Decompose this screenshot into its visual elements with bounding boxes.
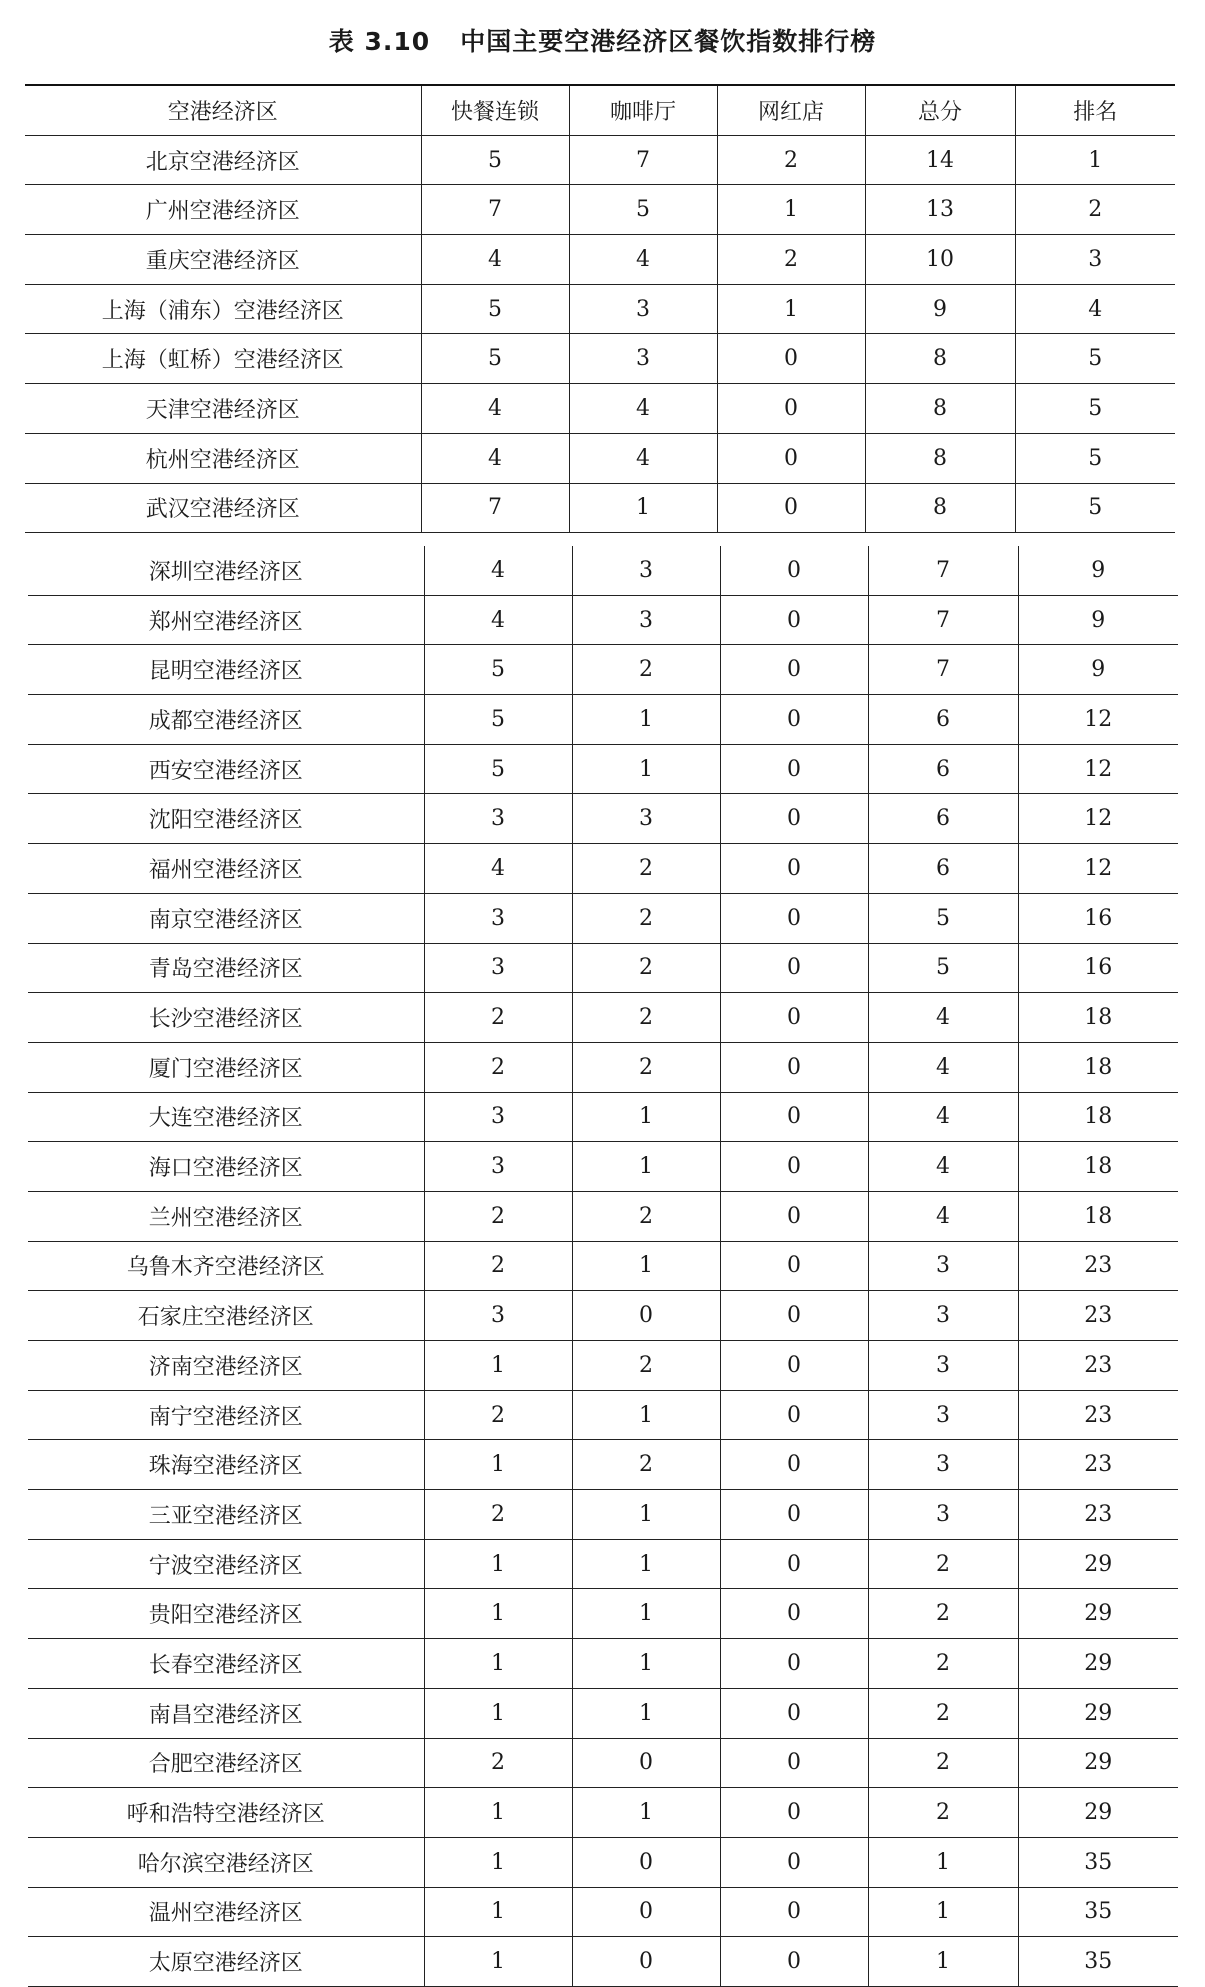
total-score: 3 — [868, 1390, 1018, 1440]
zone-name: 杭州空港经济区 — [25, 433, 421, 483]
fast-food-count: 1 — [424, 1639, 572, 1689]
zone-name: 南宁空港经济区 — [28, 1390, 424, 1440]
fast-food-count: 2 — [424, 1738, 572, 1788]
fast-food-count: 4 — [424, 546, 572, 595]
internet-famous-count: 2 — [717, 235, 865, 285]
table-row — [28, 1738, 1178, 1788]
total-score: 5 — [868, 893, 1018, 943]
table-row — [28, 1042, 1178, 1092]
fast-food-count: 4 — [424, 844, 572, 894]
total-score: 4 — [868, 1191, 1018, 1241]
total-score: 3 — [868, 1241, 1018, 1291]
zone-name: 乌鲁木齐空港经济区 — [28, 1241, 424, 1291]
table-body-1 — [25, 135, 1175, 533]
fast-food-count: 1 — [424, 1589, 572, 1639]
fast-food-count: 1 — [424, 1937, 572, 1987]
cafe-count: 2 — [572, 1341, 720, 1391]
zone-name: 成都空港经济区 — [28, 695, 424, 745]
total-score: 10 — [865, 235, 1015, 285]
internet-famous-count: 0 — [717, 334, 865, 384]
total-score: 8 — [865, 334, 1015, 384]
zone-name: 宁波空港经济区 — [28, 1539, 424, 1589]
table-row — [28, 1837, 1178, 1887]
internet-famous-count: 0 — [720, 1440, 868, 1490]
internet-famous-count: 0 — [720, 1341, 868, 1391]
total-score: 6 — [868, 744, 1018, 794]
internet-famous-count: 0 — [720, 695, 868, 745]
cafe-count: 1 — [572, 1688, 720, 1738]
zone-name: 福州空港经济区 — [28, 844, 424, 894]
cafe-count: 3 — [572, 794, 720, 844]
fast-food-count: 3 — [424, 943, 572, 993]
table-row — [28, 1241, 1178, 1291]
internet-famous-count: 0 — [720, 993, 868, 1043]
total-score: 2 — [868, 1589, 1018, 1639]
internet-famous-count: 0 — [720, 1837, 868, 1887]
zone-name: 石家庄空港经济区 — [28, 1291, 424, 1341]
zone-name: 长沙空港经济区 — [28, 993, 424, 1043]
internet-famous-count: 0 — [720, 1539, 868, 1589]
fast-food-count: 7 — [421, 185, 569, 235]
fast-food-count: 1 — [424, 1887, 572, 1937]
internet-famous-count: 0 — [720, 1490, 868, 1540]
table-row — [25, 433, 1175, 483]
fast-food-count: 4 — [421, 384, 569, 434]
total-score: 7 — [868, 645, 1018, 695]
internet-famous-count: 0 — [720, 1241, 868, 1291]
cafe-count: 1 — [572, 1142, 720, 1192]
header-fast-food: 快餐连锁 — [421, 85, 569, 135]
rank: 5 — [1015, 483, 1175, 533]
internet-famous-count: 0 — [720, 794, 868, 844]
zone-name: 青岛空港经济区 — [28, 943, 424, 993]
cafe-count: 4 — [569, 433, 717, 483]
zone-name: 贵阳空港经济区 — [28, 1589, 424, 1639]
rank: 12 — [1018, 744, 1178, 794]
fast-food-count: 5 — [424, 744, 572, 794]
table-title — [0, 22, 1205, 58]
fast-food-count: 3 — [424, 893, 572, 943]
cafe-count: 1 — [572, 695, 720, 745]
fast-food-count: 5 — [424, 645, 572, 695]
table-row — [28, 794, 1178, 844]
zone-name: 上海（浦东）空港经济区 — [25, 284, 421, 334]
zone-name: 北京空港经济区 — [25, 135, 421, 185]
zone-name: 海口空港经济区 — [28, 1142, 424, 1192]
table-row — [25, 235, 1175, 285]
table-row — [28, 1688, 1178, 1738]
rank: 35 — [1018, 1837, 1178, 1887]
internet-famous-count: 0 — [720, 1291, 868, 1341]
cafe-count: 3 — [569, 334, 717, 384]
total-score: 3 — [868, 1490, 1018, 1540]
total-score: 1 — [868, 1937, 1018, 1987]
table-row — [28, 943, 1178, 993]
zone-name: 珠海空港经济区 — [28, 1440, 424, 1490]
table-row — [28, 1639, 1178, 1689]
internet-famous-count: 0 — [717, 433, 865, 483]
cafe-count: 2 — [572, 1440, 720, 1490]
total-score: 1 — [868, 1887, 1018, 1937]
total-score: 6 — [868, 695, 1018, 745]
total-score: 7 — [868, 546, 1018, 595]
table-row — [28, 546, 1178, 595]
zone-name: 西安空港经济区 — [28, 744, 424, 794]
rank: 5 — [1015, 334, 1175, 384]
zone-name: 合肥空港经济区 — [28, 1738, 424, 1788]
internet-famous-count: 0 — [717, 483, 865, 533]
total-score: 3 — [868, 1440, 1018, 1490]
fast-food-count: 2 — [424, 1191, 572, 1241]
rank: 29 — [1018, 1688, 1178, 1738]
cafe-count: 0 — [572, 1887, 720, 1937]
cafe-count: 2 — [572, 993, 720, 1043]
zone-name: 郑州空港经济区 — [28, 595, 424, 645]
cafe-count: 1 — [572, 1788, 720, 1838]
table-row — [28, 993, 1178, 1043]
fast-food-count: 1 — [424, 1539, 572, 1589]
cafe-count: 1 — [569, 483, 717, 533]
rank: 2 — [1015, 185, 1175, 235]
internet-famous-count: 0 — [720, 1738, 868, 1788]
zone-name: 太原空港经济区 — [28, 1937, 424, 1987]
internet-famous-count: 0 — [720, 645, 868, 695]
table-caption: 中国主要空港经济区餐饮指数排行榜 — [460, 27, 877, 56]
table-number: 表 3.10 — [328, 27, 431, 56]
zone-name: 广州空港经济区 — [25, 185, 421, 235]
total-score: 6 — [868, 794, 1018, 844]
cafe-count: 2 — [572, 1191, 720, 1241]
rank: 29 — [1018, 1738, 1178, 1788]
table-row — [28, 893, 1178, 943]
rank: 29 — [1018, 1639, 1178, 1689]
table-row — [28, 645, 1178, 695]
cafe-count: 2 — [572, 1042, 720, 1092]
header-zone: 空港经济区 — [25, 85, 421, 135]
total-score: 8 — [865, 483, 1015, 533]
internet-famous-count: 0 — [720, 1688, 868, 1738]
zone-name: 南昌空港经济区 — [28, 1688, 424, 1738]
rank: 12 — [1018, 794, 1178, 844]
internet-famous-count: 0 — [720, 893, 868, 943]
cafe-count: 0 — [572, 1837, 720, 1887]
table-row — [25, 284, 1175, 334]
zone-name: 哈尔滨空港经济区 — [28, 1837, 424, 1887]
table-row — [28, 1142, 1178, 1192]
fast-food-count: 3 — [424, 794, 572, 844]
cafe-count: 1 — [572, 1490, 720, 1540]
rank: 18 — [1018, 1191, 1178, 1241]
total-score: 2 — [868, 1788, 1018, 1838]
header-rank: 排名 — [1015, 85, 1175, 135]
total-score: 5 — [868, 943, 1018, 993]
internet-famous-count: 0 — [720, 1191, 868, 1241]
cafe-count: 2 — [572, 844, 720, 894]
cafe-count: 7 — [569, 135, 717, 185]
header-total: 总分 — [865, 85, 1015, 135]
zone-name: 兰州空港经济区 — [28, 1191, 424, 1241]
fast-food-count: 3 — [424, 1291, 572, 1341]
zone-name: 武汉空港经济区 — [25, 483, 421, 533]
total-score: 13 — [865, 185, 1015, 235]
table-row — [28, 1589, 1178, 1639]
fast-food-count: 5 — [424, 695, 572, 745]
internet-famous-count: 0 — [720, 1042, 868, 1092]
fast-food-count: 2 — [424, 993, 572, 1043]
rank: 9 — [1018, 546, 1178, 595]
cafe-count: 1 — [572, 1539, 720, 1589]
total-score: 9 — [865, 284, 1015, 334]
fast-food-count: 1 — [424, 1440, 572, 1490]
total-score: 4 — [868, 993, 1018, 1043]
cafe-count: 1 — [572, 1639, 720, 1689]
total-score: 6 — [868, 844, 1018, 894]
fast-food-count: 5 — [421, 334, 569, 384]
internet-famous-count: 0 — [720, 1639, 868, 1689]
cafe-count: 0 — [572, 1291, 720, 1341]
total-score: 8 — [865, 384, 1015, 434]
cafe-count: 2 — [572, 893, 720, 943]
zone-name: 沈阳空港经济区 — [28, 794, 424, 844]
table-row — [25, 483, 1175, 533]
cafe-count: 2 — [572, 645, 720, 695]
internet-famous-count: 0 — [720, 1788, 868, 1838]
total-score: 2 — [868, 1539, 1018, 1589]
cafe-count: 3 — [572, 595, 720, 645]
cafe-count: 1 — [572, 1092, 720, 1142]
fast-food-count: 3 — [424, 1142, 572, 1192]
internet-famous-count: 0 — [720, 595, 868, 645]
fast-food-count: 1 — [424, 1837, 572, 1887]
fast-food-count: 1 — [424, 1788, 572, 1838]
fast-food-count: 2 — [424, 1390, 572, 1440]
zone-name: 重庆空港经济区 — [25, 235, 421, 285]
rank: 1 — [1015, 135, 1175, 185]
internet-famous-count: 0 — [720, 1589, 868, 1639]
cafe-count: 5 — [569, 185, 717, 235]
cafe-count: 0 — [572, 1937, 720, 1987]
rank: 29 — [1018, 1539, 1178, 1589]
rank: 23 — [1018, 1291, 1178, 1341]
total-score: 4 — [868, 1042, 1018, 1092]
table-row — [28, 1390, 1178, 1440]
fast-food-count: 2 — [424, 1241, 572, 1291]
rank: 12 — [1018, 695, 1178, 745]
zone-name: 济南空港经济区 — [28, 1341, 424, 1391]
rank: 23 — [1018, 1341, 1178, 1391]
rank: 18 — [1018, 1142, 1178, 1192]
fast-food-count: 5 — [421, 135, 569, 185]
internet-famous-count: 0 — [717, 384, 865, 434]
internet-famous-count: 2 — [717, 135, 865, 185]
total-score: 2 — [868, 1639, 1018, 1689]
cafe-count: 1 — [572, 1241, 720, 1291]
total-score: 4 — [868, 1142, 1018, 1192]
table-row — [25, 384, 1175, 434]
internet-famous-count: 0 — [720, 1887, 868, 1937]
table-row — [28, 1092, 1178, 1142]
zone-name: 厦门空港经济区 — [28, 1042, 424, 1092]
total-score: 8 — [865, 433, 1015, 483]
rank: 29 — [1018, 1788, 1178, 1838]
rank: 23 — [1018, 1390, 1178, 1440]
table-row — [28, 1539, 1178, 1589]
fast-food-count: 2 — [424, 1042, 572, 1092]
table-row — [28, 1440, 1178, 1490]
zone-name: 三亚空港经济区 — [28, 1490, 424, 1540]
internet-famous-count: 0 — [720, 844, 868, 894]
internet-famous-count: 1 — [717, 284, 865, 334]
cafe-count: 2 — [572, 943, 720, 993]
table-row — [25, 185, 1175, 235]
internet-famous-count: 0 — [720, 1390, 868, 1440]
zone-name: 昆明空港经济区 — [28, 645, 424, 695]
table-row — [28, 695, 1178, 745]
fast-food-count: 2 — [424, 1490, 572, 1540]
zone-name: 天津空港经济区 — [25, 384, 421, 434]
ranking-table-part-2 — [28, 546, 1178, 1987]
cafe-count: 4 — [569, 235, 717, 285]
zone-name: 南京空港经济区 — [28, 893, 424, 943]
zone-name: 温州空港经济区 — [28, 1887, 424, 1937]
cafe-count: 1 — [572, 1589, 720, 1639]
internet-famous-count: 0 — [720, 1092, 868, 1142]
rank: 5 — [1015, 433, 1175, 483]
internet-famous-count: 0 — [720, 546, 868, 595]
header-internet-famous: 网红店 — [717, 85, 865, 135]
table-row — [28, 1191, 1178, 1241]
cafe-count: 4 — [569, 384, 717, 434]
rank: 16 — [1018, 893, 1178, 943]
total-score: 4 — [868, 1092, 1018, 1142]
zone-name: 长春空港经济区 — [28, 1639, 424, 1689]
table-row — [25, 334, 1175, 384]
total-score: 3 — [868, 1341, 1018, 1391]
table-row — [28, 1341, 1178, 1391]
rank: 9 — [1018, 595, 1178, 645]
fast-food-count: 1 — [424, 1341, 572, 1391]
rank: 5 — [1015, 384, 1175, 434]
table-row — [28, 744, 1178, 794]
internet-famous-count: 0 — [720, 744, 868, 794]
rank: 35 — [1018, 1887, 1178, 1937]
table-row — [28, 1490, 1178, 1540]
total-score: 1 — [868, 1837, 1018, 1887]
rank: 35 — [1018, 1937, 1178, 1987]
fast-food-count: 5 — [421, 284, 569, 334]
fast-food-count: 7 — [421, 483, 569, 533]
fast-food-count: 4 — [421, 235, 569, 285]
fast-food-count: 3 — [424, 1092, 572, 1142]
internet-famous-count: 0 — [720, 1142, 868, 1192]
total-score: 2 — [868, 1688, 1018, 1738]
rank: 23 — [1018, 1490, 1178, 1540]
internet-famous-count: 0 — [720, 943, 868, 993]
rank: 29 — [1018, 1589, 1178, 1639]
table-row — [28, 1937, 1178, 1987]
table-row — [28, 844, 1178, 894]
rank: 16 — [1018, 943, 1178, 993]
internet-famous-count: 1 — [717, 185, 865, 235]
total-score: 3 — [868, 1291, 1018, 1341]
cafe-count: 1 — [572, 744, 720, 794]
zone-name: 上海（虹桥）空港经济区 — [25, 334, 421, 384]
table-row — [28, 1788, 1178, 1838]
header-cafe: 咖啡厅 — [569, 85, 717, 135]
cafe-count: 3 — [572, 546, 720, 595]
zone-name: 深圳空港经济区 — [28, 546, 424, 595]
rank: 23 — [1018, 1440, 1178, 1490]
zone-name: 大连空港经济区 — [28, 1092, 424, 1142]
total-score: 7 — [868, 595, 1018, 645]
table-row — [25, 135, 1175, 185]
fast-food-count: 4 — [421, 433, 569, 483]
rank: 23 — [1018, 1241, 1178, 1291]
zone-name: 呼和浩特空港经济区 — [28, 1788, 424, 1838]
cafe-count: 0 — [572, 1738, 720, 1788]
header-row — [25, 85, 1175, 135]
total-score: 14 — [865, 135, 1015, 185]
internet-famous-count: 0 — [720, 1937, 868, 1987]
fast-food-count: 1 — [424, 1688, 572, 1738]
table-row — [28, 595, 1178, 645]
table-row — [28, 1887, 1178, 1937]
rank: 18 — [1018, 1092, 1178, 1142]
rank: 4 — [1015, 284, 1175, 334]
table-row — [28, 1291, 1178, 1341]
cafe-count: 1 — [572, 1390, 720, 1440]
rank: 18 — [1018, 993, 1178, 1043]
rank: 18 — [1018, 1042, 1178, 1092]
fast-food-count: 4 — [424, 595, 572, 645]
table-body-2 — [28, 546, 1178, 1986]
cafe-count: 3 — [569, 284, 717, 334]
ranking-table-part-1 — [25, 84, 1175, 533]
total-score: 2 — [868, 1738, 1018, 1788]
rank: 12 — [1018, 844, 1178, 894]
rank: 9 — [1018, 645, 1178, 695]
rank: 3 — [1015, 235, 1175, 285]
